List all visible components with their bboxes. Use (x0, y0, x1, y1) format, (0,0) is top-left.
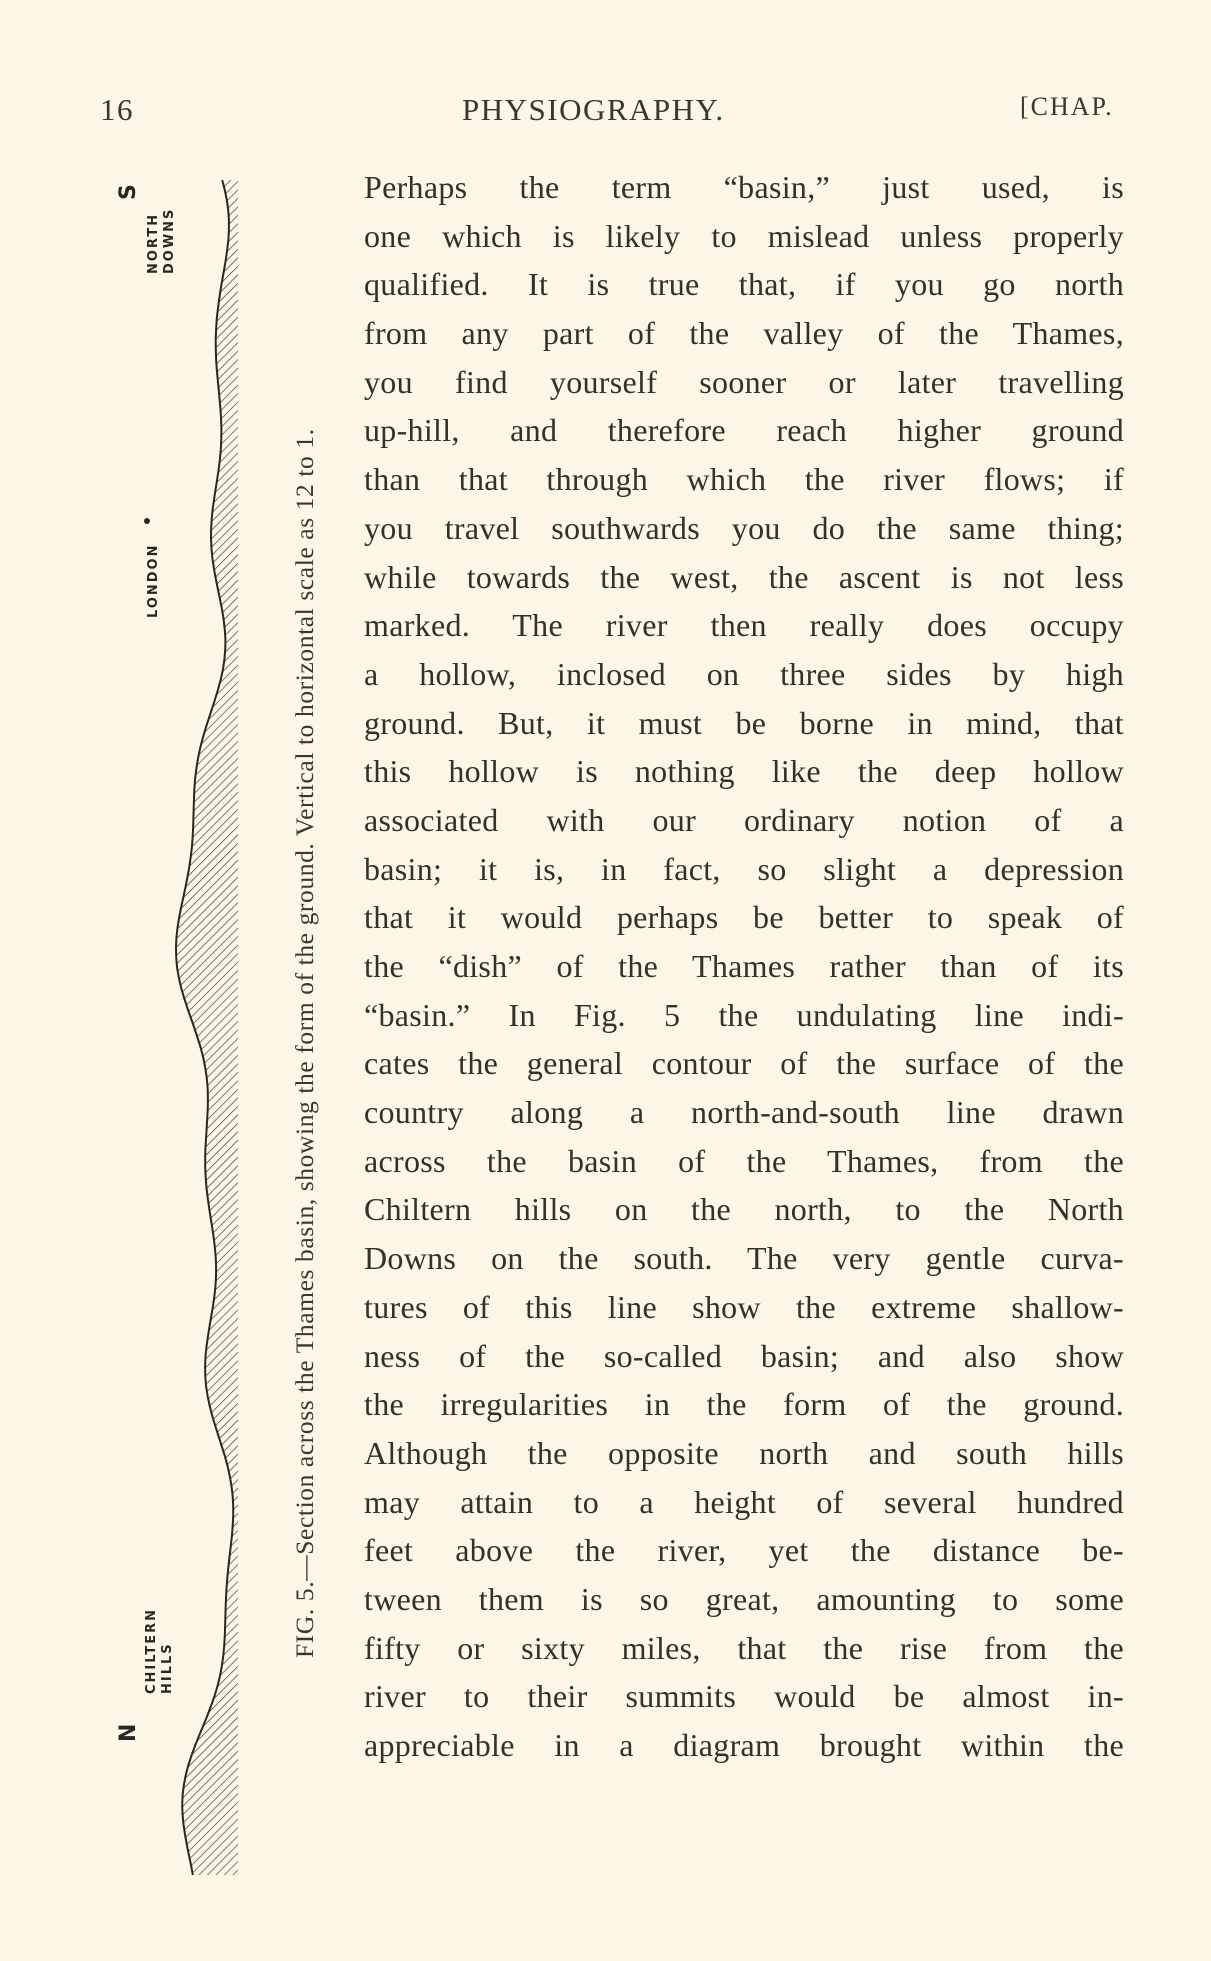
text-line: may attain to a height of several hundred (364, 1483, 1124, 1520)
london-label: LONDON (146, 543, 161, 618)
london-marker-dot (144, 518, 150, 524)
text-line: marked. The river then really does occupy (364, 607, 1124, 644)
text-line: “basin.” In Fig. 5 the undulating line indi- (364, 996, 1124, 1033)
figure-thames-section (116, 170, 360, 1890)
running-head: PHYSIOGRAPHY. (462, 92, 725, 127)
chapter-mark: [CHAP. (1020, 92, 1114, 121)
text-line: that it would perhaps be better to speak of (364, 899, 1124, 936)
text-line: qualified. It is true that, if you go north (364, 266, 1124, 303)
text-line: you find yourself sooner or later travelling (364, 363, 1124, 400)
text-line: Although the opposite north and south hills (364, 1434, 1124, 1471)
text-line: the “dish” of the Thames rather than of its (364, 948, 1124, 984)
text-line: appreciable in a diagram brought within the (364, 1727, 1124, 1763)
text-line: than that through which the river flows; if (364, 461, 1124, 498)
text-line: while towards the west, the ascent is not less (364, 558, 1124, 595)
text-line: from any part of the valley of the Thames, (364, 315, 1124, 352)
figure-caption: FIG. 5.—Section across the Thames basin, showing the form of the ground. Vertical to horizontal scale as 12 to 1. (290, 428, 319, 1658)
text-line: basin; it is, in fact, so slight a depression (364, 850, 1124, 887)
text-line: the irregularities in the form of the ground. (364, 1386, 1124, 1423)
text-line: ness of the so-called basin; and also show (364, 1337, 1124, 1374)
page-header (0, 92, 1211, 132)
text-line: you travel southwards you do the same thing; (364, 509, 1124, 546)
text-line: tures of this line show the extreme shallow- (364, 1288, 1124, 1325)
text-line: country along a north-and-south line drawn (364, 1094, 1124, 1131)
text-line: up-hill, and therefore reach higher ground (364, 412, 1124, 449)
text-line: river to their summits would be almost in- (364, 1678, 1124, 1715)
text-line: Chiltern hills on the north, to the North (364, 1191, 1124, 1228)
page-number: 16 (100, 92, 134, 127)
text-line: a hollow, inclosed on three sides by high (364, 655, 1124, 692)
text-line: one which is likely to mislead unless properly (364, 217, 1124, 254)
text-line: across the basin of the Thames, from the (364, 1142, 1124, 1179)
chiltern-hills-label: CHILTERN HILLS (144, 1607, 175, 1694)
compass-south-label: S (116, 182, 141, 200)
text-line: associated with our ordinary notion of a (364, 801, 1124, 838)
text-line: feet above the river, yet the distance be- (364, 1532, 1124, 1569)
text-line: ground. But, it must be borne in mind, that (364, 704, 1124, 741)
compass-north-label: N (116, 1721, 141, 1742)
text-line: tween them is so great, amounting to some (364, 1580, 1124, 1617)
body-text (364, 163, 1124, 1770)
text-line: cates the general contour of the surface of the (364, 1045, 1124, 1082)
text-line: Downs on the south. The very gentle curva- (364, 1240, 1124, 1277)
ground-hatching (176, 180, 238, 1875)
text-line: Perhaps the term “basin,” just used, is (364, 169, 1124, 205)
text-line: this hollow is nothing like the deep hollow (364, 753, 1124, 790)
text-line: fifty or sixty miles, that the rise from the (364, 1629, 1124, 1666)
north-downs-label: NORTH DOWNS (146, 207, 177, 274)
